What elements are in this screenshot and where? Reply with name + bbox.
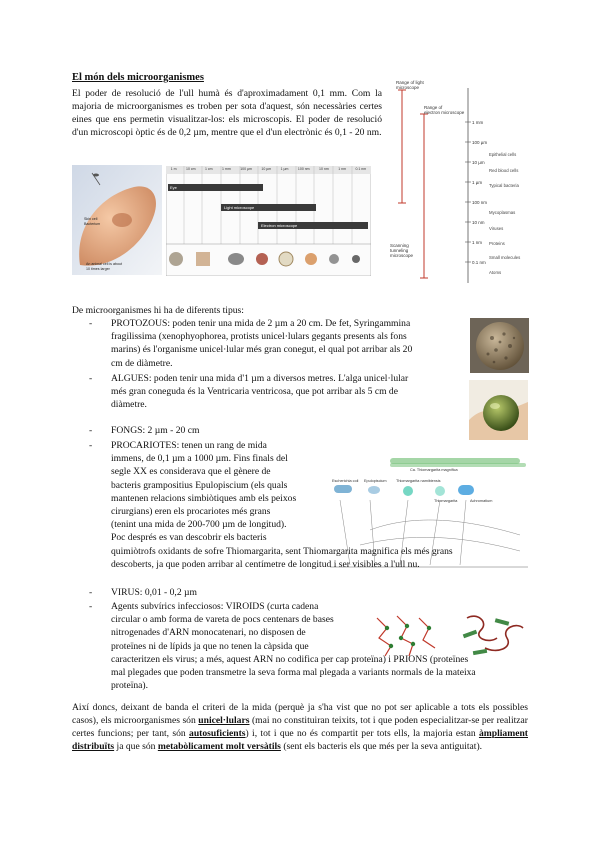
bacteria-label: Ca. Thiomargarita magnifica bbox=[410, 468, 458, 472]
scale-label: tunneling bbox=[390, 248, 409, 253]
list-bullet: - bbox=[89, 587, 93, 598]
page-title: El món dels microorganismes bbox=[72, 72, 204, 83]
scale-tick: 1 µm bbox=[472, 180, 483, 185]
organism-label: Viruses bbox=[489, 226, 504, 231]
keyword-widely-distributed: àmpliament distribuïts bbox=[72, 727, 528, 752]
scale-tick: 10 µm bbox=[472, 160, 485, 165]
list-bullet: - bbox=[89, 440, 93, 451]
cell-label: An animal cell is about bbox=[86, 262, 122, 266]
keyword-metabolically-versatile: metabòlicament molt versàtils bbox=[157, 740, 281, 752]
final-paragraph bbox=[72, 702, 528, 754]
list-item-line: bacteris grampositius Epulopiscium (els quals bbox=[111, 479, 288, 491]
resolution-range-figure bbox=[166, 166, 371, 276]
list-item-line: PROTOZOUS: poden tenir una mida de 2 µm a 20 cm. De fet, Syringammina bbox=[111, 318, 411, 329]
keyword-unicellular: unicel·lulars bbox=[198, 714, 250, 726]
list-item-line: Agents subvírics infecciosos: VIROIDS (curta cadena bbox=[111, 601, 319, 612]
range-scale-value: 10 µm bbox=[261, 167, 272, 171]
range-scale-value: 1 cm bbox=[204, 167, 213, 171]
list-item-line: PROCARIOTES: tenen un rang de mida bbox=[111, 440, 267, 451]
types-intro: De microorganismes hi ha de diferents tipus: bbox=[72, 305, 244, 316]
scale-label: Range of light bbox=[396, 80, 424, 85]
list-item-line: immens, de 0,1 µm a 1000 µm. Fins finals del bbox=[111, 453, 288, 465]
final-text-3: ) i, tot i que no és compartit per tots ells, la majoria estan bbox=[245, 727, 479, 739]
scale-tick: 100 nm bbox=[472, 200, 488, 205]
cell-size-illustration bbox=[72, 165, 162, 275]
range-bar-label: Eye bbox=[170, 185, 177, 190]
bacteria-label: Epulopiscium bbox=[364, 479, 387, 483]
list-item-line: cm de diàmetre. bbox=[111, 357, 173, 369]
range-chart bbox=[166, 166, 371, 276]
keyword-self-sufficient: autosuficients bbox=[189, 727, 246, 739]
bacteria-label: Thiomargarita namibiensis bbox=[396, 479, 441, 483]
range-scale-value: 100 µm bbox=[240, 167, 252, 171]
list-item-line: descoberts, ja que poden arribar al centímetre de longitud i ser visibles a l'ull nu. bbox=[111, 558, 420, 570]
range-scale-value: 1 mm bbox=[222, 167, 231, 171]
list-item-line: proteïnes ni de lípids ja que no tenen la càpsida que bbox=[111, 640, 309, 652]
organism-label: Atoms bbox=[489, 270, 502, 275]
list-item-line: més gran coneguda és la Ventricaria ventricosa, que pot arribar als 5 cm de bbox=[111, 386, 398, 398]
list-item-line: VIRUS: 0,01 - 0,2 µm bbox=[111, 587, 198, 598]
intro-paragraph: El poder de resolució de l'ull humà és d'aproximadament 0,1 mm. Com la majoria de microorganismes es troben per sota d'aquest, són necessàries certes eines que ens permetin visualitzar-los: els microscopis. El poder de resolució d'un microscopi òptic és de 0,2 µm, mentre que el d'un electrònic és 0,1 - 20 nm. bbox=[72, 88, 382, 138]
range-bar-label: Electron microscope bbox=[261, 223, 298, 228]
list-item-line: mantenen relacions simbiòtiques amb els peixos bbox=[111, 492, 297, 504]
list-item-line: quimiòtrofs oxidants de sofre Thiomargarita, sent Thiomargarita magnifica els més grans bbox=[111, 545, 453, 557]
range-bar-label: Light microscope bbox=[224, 205, 255, 210]
scale-tick: 1 nm bbox=[472, 240, 483, 245]
list-item-line: Poc després es van descobrir els bacteris bbox=[111, 532, 267, 544]
list-item-line: marins) és l'organisme unicel·lular més gran conegut, el qual pot arribar als 20 bbox=[111, 344, 413, 356]
cell-label: 10 times larger bbox=[86, 267, 110, 271]
list-item-line: segle XX es considerava que el gènere de bbox=[111, 466, 271, 478]
list-item-line: circular o amb forma de vareta de pocs centenars de bases bbox=[111, 614, 334, 626]
organism-label: Red blood cells bbox=[489, 168, 519, 173]
bacteria-label: Escherichia coli bbox=[332, 479, 359, 483]
cell-label: Skin cell bbox=[84, 217, 98, 221]
range-scale-value: 1 m bbox=[170, 167, 177, 171]
final-text-2: (mai no constituiran teixits, tot i que poden especialitzar-se per realitzar certes funcions; per tant, són bbox=[72, 714, 529, 739]
scale-label: electron microscope bbox=[424, 110, 465, 115]
scale-label: microscope bbox=[390, 253, 414, 258]
range-scale-value: 100 nm bbox=[297, 167, 310, 171]
scale-tick: 0.1 nm bbox=[472, 260, 486, 265]
list-item-line: FONGS: 2 µm - 20 cm bbox=[111, 425, 200, 436]
scale-tick: 1 mm bbox=[472, 120, 484, 125]
organism-label: Epithelial cells bbox=[489, 152, 517, 157]
final-text-5: (sent els bacteris els que més per la seva antiguitat). bbox=[280, 740, 483, 752]
scale-tick: 10 nm bbox=[472, 220, 485, 225]
microscope-scale-figure bbox=[388, 78, 528, 283]
list-item-line: fragilissima (xenophyophorea, protists unicel·lulars gegants presents als fons bbox=[111, 331, 407, 343]
list-item-line: diàmetre. bbox=[111, 399, 147, 411]
organism-label: Typical bacteria bbox=[489, 183, 519, 188]
range-scale-value: 10 cm bbox=[186, 167, 196, 171]
list-item-line: mal plegades que poden transmetre la seva forma mal plegada a variants normals de la mateixa bbox=[111, 667, 476, 678]
range-scale-value: 0.1 nm bbox=[355, 167, 367, 171]
list-item-line: (tenint una mida de 200-700 µm de longitud). bbox=[111, 519, 287, 531]
cell-label: Bacterium bbox=[84, 222, 101, 226]
bacteria-label: Achromatium bbox=[470, 499, 493, 503]
range-scale-value: 1 nm bbox=[338, 167, 346, 171]
list-bullet: - bbox=[89, 601, 93, 612]
list-item-line: proteïna). bbox=[111, 680, 149, 692]
list-item-line: ALGUES: poden tenir una mida d'1 µm a diversos metres. L'alga unicel·lular bbox=[111, 373, 409, 384]
bacteria-label: Thiomargarita bbox=[434, 499, 458, 503]
organism-label: Mycoplasmas bbox=[489, 210, 516, 215]
scale-tick: 100 µm bbox=[472, 140, 488, 145]
list-item-line: cirurgians) eren els procariotes més grans bbox=[111, 506, 271, 517]
range-scale-value: 10 nm bbox=[319, 167, 329, 171]
range-scale-value: 1 µm bbox=[280, 167, 289, 171]
list-item-line: caracteritzen els virus; a més, aquest ARN no codifica per cap proteïna) i PRIONS (proteïnes bbox=[111, 653, 469, 665]
scale-label: Scanning bbox=[390, 243, 409, 248]
organism-label: Proteins bbox=[489, 241, 505, 246]
final-text-1: Així doncs, deixant de banda el criteri de la mida (perquè ja s'ha vist que no pot ser aplicable a tots els possibles casos), els microorganismes són bbox=[72, 702, 528, 726]
final-text-4: ja que són bbox=[114, 740, 158, 752]
list-bullet: - bbox=[89, 318, 93, 329]
scale-label: microscope bbox=[396, 85, 420, 90]
scale-label: Range of bbox=[424, 105, 443, 110]
list-bullet: - bbox=[89, 373, 93, 384]
organism-label: Small molecules bbox=[489, 255, 521, 260]
list-item-line: nitrogenades d'ARN monocatenari, no disposen de bbox=[111, 627, 306, 639]
list-bullet: - bbox=[89, 425, 93, 436]
